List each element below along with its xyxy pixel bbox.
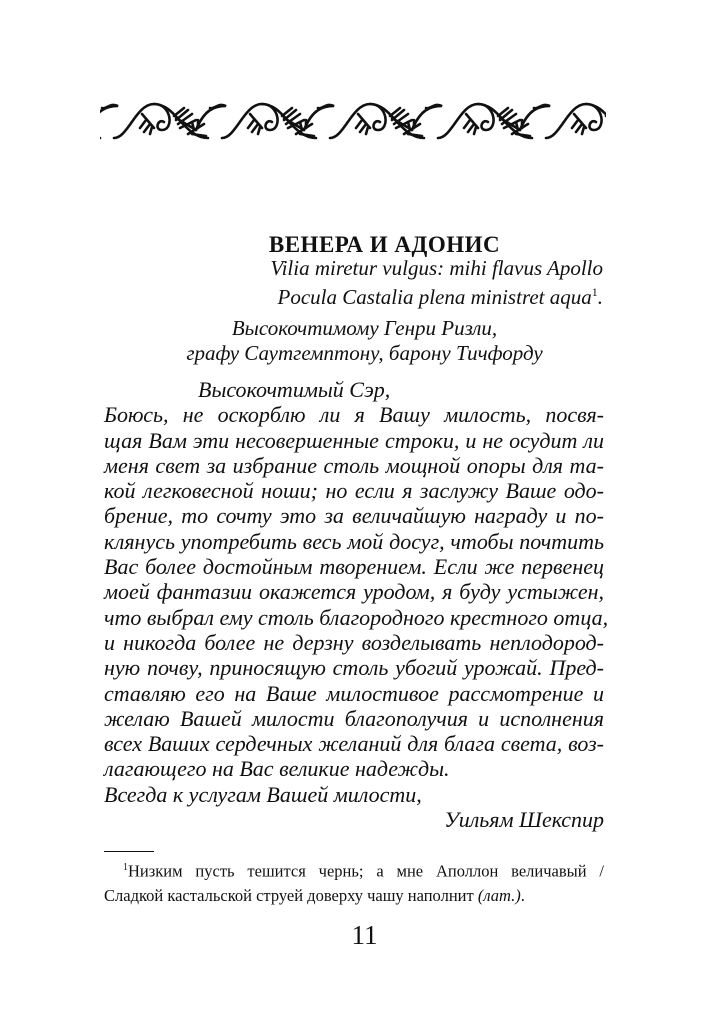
letter-line: желаю Вашей милости благополучия и исполнения [104, 705, 604, 731]
letter-salutation: Высокочтимый Сэр, [198, 377, 391, 402]
epigraph-line: Vilia miretur vulgus: mihi flavus Apollo [270, 256, 603, 280]
letter-line: всех Ваших сердечных желаний для блага света, воз- [104, 731, 604, 757]
letter-closing: Всегда к услугам Вашей милости, [104, 781, 422, 807]
ornament-stroke [222, 104, 278, 138]
letter-line: и никогда более не дерзну возделывать неплодород- [104, 629, 604, 655]
footnote [104, 856, 604, 908]
letter-line: клянусь употребить весь мой досуг, чтобы почтить [104, 528, 604, 554]
letter-line: лагающего на Вас великие надежды. [104, 756, 450, 782]
footnote-divider [104, 851, 154, 852]
letter-line: брение, то сочту это за величайшую награду и по- [104, 503, 604, 529]
letter-line: меня свет за избрание столь мощной опоры для та- [104, 452, 604, 478]
letter-line: щая Вам эти несовершенные строки, и не осудит ли [104, 427, 604, 453]
ornament-stroke [356, 114, 370, 134]
decorative-ornament-border [100, 100, 606, 142]
letter-line: ную почву, приносящую столь убогий урожай. Пред- [104, 655, 604, 681]
dedication-line: графу Саутгемптону, барону Тичфорду [186, 341, 543, 365]
letter-body [104, 402, 609, 782]
letter-line: ставляю его на Ваше милостивое рассмотрение и [104, 680, 604, 706]
ornament-stroke [114, 104, 170, 138]
ornament-stroke [100, 105, 118, 130]
dedication [0, 316, 709, 366]
ornament-stroke [572, 114, 586, 134]
epigraph-line: Pocula Castalia plena ministret aqua$^1$. [277, 285, 603, 309]
letter-line: Вас более достойным творением. Если же первенец [104, 554, 604, 580]
ornament-stroke [248, 114, 262, 134]
ornament-stroke [438, 104, 494, 138]
letter-line: что выбрал ему столь благородного крестного отца, [104, 604, 609, 630]
language-note: (лат.) [477, 885, 521, 905]
letter-line: моей фантазии окажется уродом, я буду устыжен, [104, 579, 604, 605]
dedication-line: Высокочтимому Генри Ризли, [231, 316, 498, 340]
page-title: ВЕНЕРА И АДОНИС [268, 232, 501, 257]
epigraph [270, 256, 603, 309]
page-number: 11 [351, 920, 378, 950]
dedication-letter [104, 377, 609, 833]
footnote-mark[interactable]: 1 [591, 285, 598, 299]
letter-line: кой легковесной ноши; но если я заслужу Ваше одо- [104, 478, 604, 504]
footnote-line: $^1$Низким пусть тешится чернь; а мне Аполлон величавый / [123, 861, 604, 881]
letter-signature: Уильям Шекспир [444, 807, 604, 833]
letter-line: Боюсь, не оскорблю ли я Вашу милость, посвя- [104, 402, 604, 428]
footnote-line: Сладкой кастальской струей доверху чашу наполнит (лат.). [104, 885, 525, 905]
ornament-stroke [330, 104, 386, 138]
ornament-stroke [546, 104, 602, 138]
ornament-stroke [464, 114, 478, 134]
ornament-stroke [140, 114, 154, 134]
